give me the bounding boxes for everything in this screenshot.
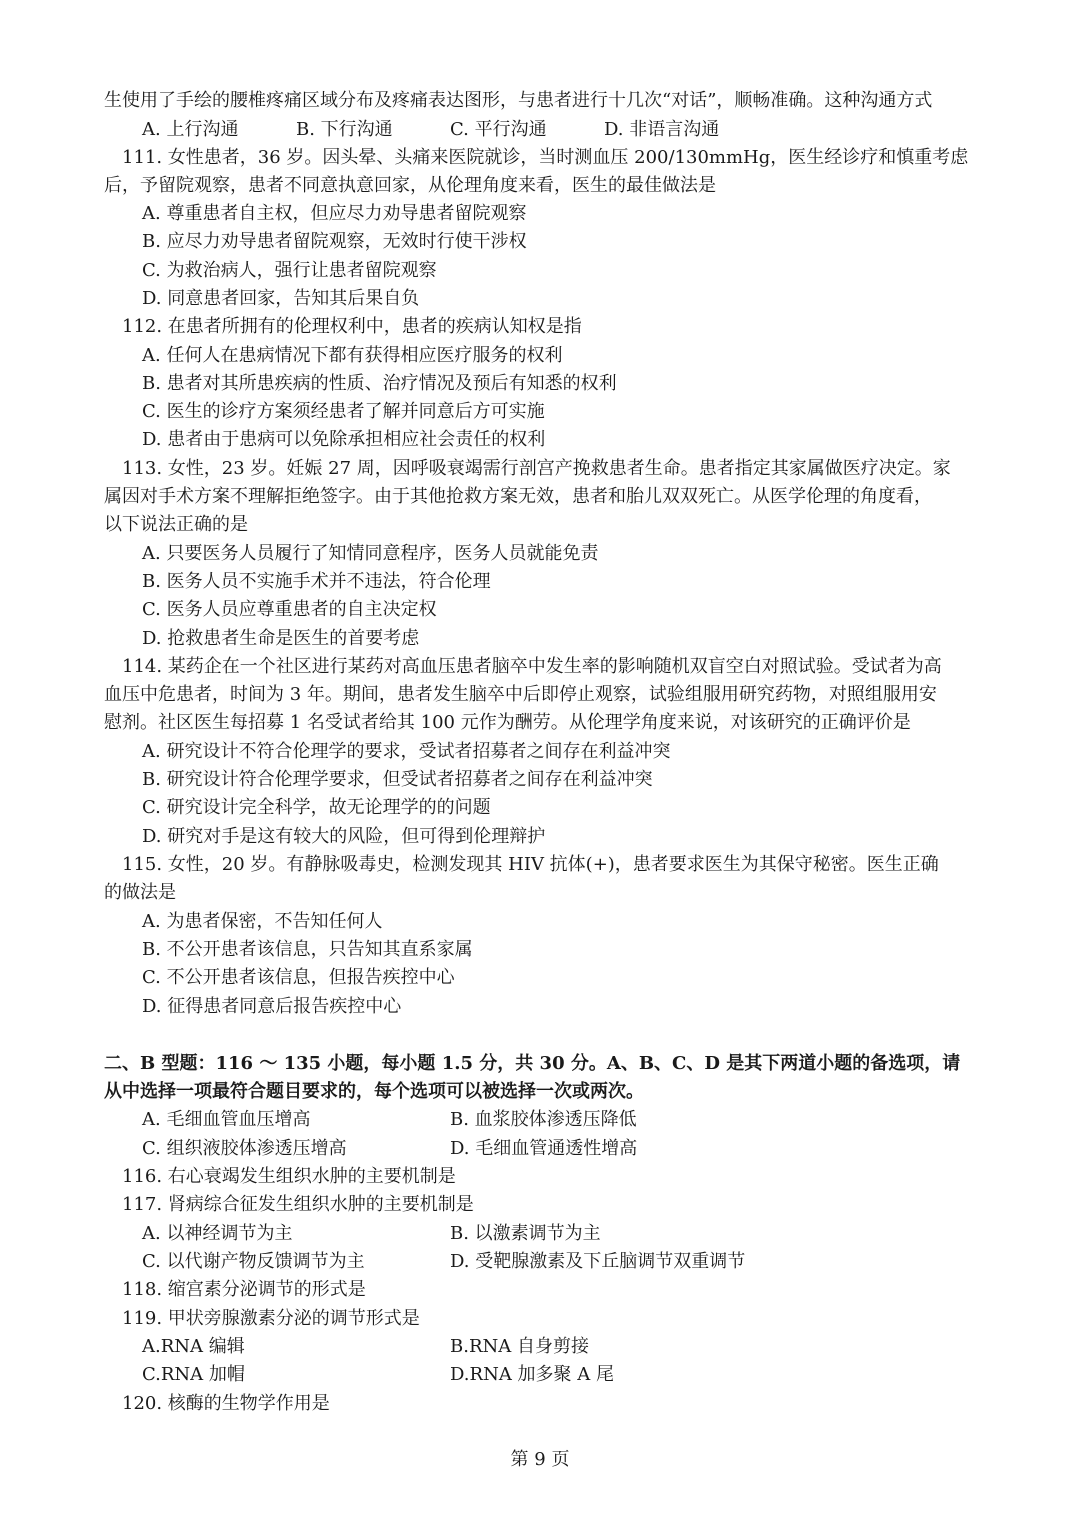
option: D. 患者由于患病可以免除承担相应社会责任的权利 bbox=[142, 429, 546, 450]
option: C.RNA 加帽 bbox=[142, 1364, 245, 1385]
option: D. 征得患者同意后报告疾控中心 bbox=[142, 996, 402, 1017]
option: D.RNA 加多聚 A 尾 bbox=[450, 1364, 614, 1385]
question-text: 115. 女性，20 岁。有静脉吸毒史，检测发现其 HIV 抗体(+)，患者要求医生为其保守秘密。医生正确 bbox=[122, 854, 939, 875]
page-number: 第 9 页 bbox=[510, 1449, 570, 1470]
option: C. 不公开患者该信息，但报告疾控中心 bbox=[142, 967, 455, 988]
question-text: 118. 缩宫素分泌调节的形式是 bbox=[122, 1279, 366, 1300]
option: D. 同意患者回家，告知其后果自负 bbox=[142, 288, 420, 309]
option: A. 只要医务人员履行了知情同意程序，医务人员就能免责 bbox=[142, 543, 599, 564]
option: A.RNA 编辑 bbox=[142, 1336, 245, 1357]
option: C. 以代谢产物反馈调节为主 bbox=[142, 1251, 365, 1272]
option: C. 医生的诊疗方案须经患者了解并同意后方可实施 bbox=[142, 401, 545, 422]
option: C. 医务人员应尊重患者的自主决定权 bbox=[142, 599, 437, 620]
option: C. 平行沟通 bbox=[450, 119, 547, 140]
option: B. 患者对其所患疾病的性质、治疗情况及预后有知悉的权利 bbox=[142, 373, 617, 394]
option: C. 为救治病人，强行让患者留院观察 bbox=[142, 260, 437, 281]
option: B. 不公开患者该信息，只告知其直系家属 bbox=[142, 939, 473, 960]
question-text: 112. 在患者所拥有的伦理权利中，患者的疾病认知权是指 bbox=[122, 316, 582, 337]
section-heading: 二、B 型题：116 ～ 135 小题，每小题 1.5 分，共 30 分。A、B、C、D 是其下两道小题的备选项，请 bbox=[104, 1053, 961, 1074]
question-text: 慰剂。社区医生每招募 1 名受试者给其 100 元作为酬劳。从伦理学角度来说，对该研究的正确评价是 bbox=[104, 712, 911, 733]
question-text: 的做法是 bbox=[104, 882, 176, 903]
section-heading: 从中选择一项最符合题目要求的，每个选项可以被选择一次或两次。 bbox=[104, 1081, 644, 1102]
option: A. 研究设计不符合伦理学的要求，受试者招募者之间存在利益冲突 bbox=[142, 741, 671, 762]
option: B.RNA 自身剪接 bbox=[450, 1336, 589, 1357]
option: B. 应尽力劝导患者留院观察，无效时行使干涉权 bbox=[142, 231, 527, 252]
option: C. 研究设计完全科学，故无论理学的的问题 bbox=[142, 797, 491, 818]
option: B. 下行沟通 bbox=[296, 119, 393, 140]
option: B. 血浆胶体渗透压降低 bbox=[450, 1109, 637, 1130]
option: C. 组织液胶体渗透压增高 bbox=[142, 1138, 347, 1159]
option: D. 研究对手是这有较大的风险，但可得到伦理辩护 bbox=[142, 826, 546, 847]
question-text: 120. 核酶的生物学作用是 bbox=[122, 1393, 330, 1414]
question-text: 117. 肾病综合征发生组织水肿的主要机制是 bbox=[122, 1194, 474, 1215]
question-text: 血压中危患者，时间为 3 年。期间，患者发生脑卒中后即停止观察，试验组服用研究药物，对照组服用安 bbox=[104, 684, 937, 705]
option: A. 尊重患者自主权，但应尽力劝导患者留院观察 bbox=[142, 203, 527, 224]
question-text: 116. 右心衰竭发生组织水肿的主要机制是 bbox=[122, 1166, 456, 1187]
option: D. 非语言沟通 bbox=[604, 119, 720, 140]
question-text: 属因对手术方案不理解拒绝签字。由于其他抢救方案无效，患者和胎儿双双死亡。从医学伦理的角度看， bbox=[104, 486, 932, 507]
question-text: 114. 某药企在一个社区进行某药对高血压患者脑卒中发生率的影响随机双盲空白对照试验。受试者为高 bbox=[122, 656, 942, 677]
question-text: 113. 女性，23 岁。妊娠 27 周，因呼吸衰竭需行剖宫产挽救患者生命。患者指定其家属做医疗决定。家 bbox=[122, 458, 951, 479]
option: B. 研究设计符合伦理学要求，但受试者招募者之间存在利益冲突 bbox=[142, 769, 653, 790]
option: D. 毛细血管通透性增高 bbox=[450, 1138, 638, 1159]
option: A. 毛细血管血压增高 bbox=[142, 1109, 311, 1130]
option: D. 抢救患者生命是医生的首要考虑 bbox=[142, 628, 420, 649]
question-text: 生使用了手绘的腰椎疼痛区域分布及疼痛表达图形，与患者进行十几次“对话”，顺畅准确。这种沟通方式 bbox=[104, 90, 933, 111]
question-text: 119. 甲状旁腺激素分泌的调节形式是 bbox=[122, 1308, 420, 1329]
option: D. 受靶腺激素及下丘脑调节双重调节 bbox=[450, 1251, 746, 1272]
option: B. 医务人员不实施手术并不违法，符合伦理 bbox=[142, 571, 491, 592]
question-text: 后，予留院观察，患者不同意执意回家，从伦理角度来看，医生的最佳做法是 bbox=[104, 175, 716, 196]
option: A. 任何人在患病情况下都有获得相应医疗服务的权利 bbox=[142, 345, 563, 366]
option: A. 上行沟通 bbox=[142, 119, 239, 140]
question-text: 以下说法正确的是 bbox=[104, 514, 248, 535]
option: A. 为患者保密，不告知任何人 bbox=[142, 911, 383, 932]
option: B. 以激素调节为主 bbox=[450, 1223, 601, 1244]
option: A. 以神经调节为主 bbox=[142, 1223, 293, 1244]
question-text: 111. 女性患者，36 岁。因头晕、头痛来医院就诊，当时测血压 200/130mmHg，医生经诊疗和慎重考虑 bbox=[122, 147, 969, 168]
